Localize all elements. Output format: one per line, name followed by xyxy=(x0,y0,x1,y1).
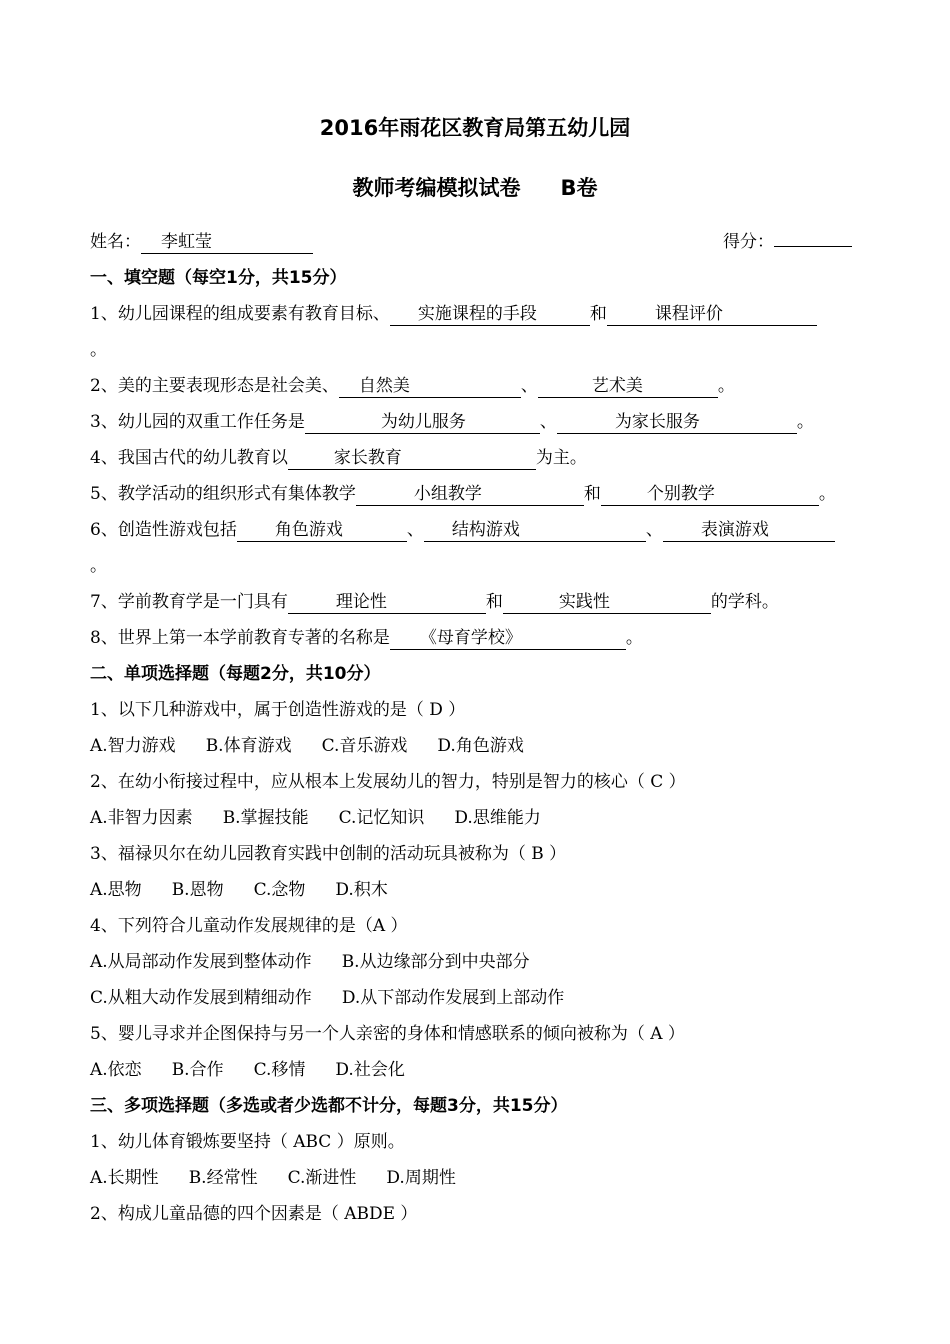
choice-q3-options xyxy=(90,878,418,902)
choice-q5-option-d[interactable]: D.社会化 xyxy=(335,1060,405,1080)
choice-q4-option-a[interactable]: A.从局部动作发展到整体动作 xyxy=(90,952,312,972)
fill-q5-blank2[interactable] xyxy=(601,484,819,506)
fill-q7-joiner: 和 xyxy=(485,592,503,612)
choice-q4-options-row1 xyxy=(90,950,560,974)
choice-q4-options-row2 xyxy=(90,986,594,1010)
choice-q2-option-a[interactable]: A.非智力因素 xyxy=(90,808,193,828)
fill-q5-joiner: 和 xyxy=(583,484,601,504)
fill-q8-answer1: 《母育学校》 xyxy=(419,628,522,648)
fill-q1-answer1: 实施课程的手段 xyxy=(417,304,537,324)
fill-q4-answer1: 家长教育 xyxy=(333,448,402,468)
fill-q1-text: 1、幼儿园课程的组成要素有教育目标、 xyxy=(90,304,390,324)
name-row xyxy=(90,230,313,254)
multi-q2-stem: 2、构成儿童品德的四个因素是（ ABDE ） xyxy=(90,1204,418,1224)
choice-q2-option-b[interactable]: B.掌握技能 xyxy=(222,808,309,828)
fill-q6-blank3[interactable] xyxy=(663,520,835,542)
choice-q1-stem: 1、以下几种游戏中，属于创造性游戏的是（ D ） xyxy=(90,700,466,720)
multi-q1-option-a[interactable]: A.长期性 xyxy=(90,1168,159,1188)
section2-heading: 二、单项选择题（每题2分，共10分） xyxy=(90,664,381,684)
choice-q2-options xyxy=(90,806,571,830)
fill-q6-blank2[interactable] xyxy=(424,520,646,542)
fill-q1-answer2: 课程评价 xyxy=(654,304,723,324)
fill-q1-joiner: 和 xyxy=(589,304,607,324)
fill-q7-answer2: 实践性 xyxy=(558,592,610,612)
fill-q7-text: 7、学前教育学是一门具有 xyxy=(90,592,288,612)
fill-q7-answer1: 理论性 xyxy=(335,592,387,612)
score-field[interactable] xyxy=(774,246,852,247)
fill-q2-text: 2、美的主要表现形态是社会美、 xyxy=(90,376,339,396)
choice-q3-option-c[interactable]: C.念物 xyxy=(253,880,306,900)
choice-q1-option-a[interactable]: A.智力游戏 xyxy=(90,736,176,756)
fill-q8-blank1[interactable] xyxy=(390,628,626,650)
choice-q4-stem: 4、下列符合儿童动作发展规律的是（A ） xyxy=(90,916,408,936)
fill-q6 xyxy=(90,518,835,542)
fill-q6-answer2: 结构游戏 xyxy=(451,520,520,540)
fill-q1-blank2[interactable] xyxy=(607,304,817,326)
fill-q5 xyxy=(90,482,836,506)
fill-q5-answer2: 个别教学 xyxy=(646,484,715,504)
fill-q5-answer1: 小组教学 xyxy=(413,484,482,504)
exam-title-line2 xyxy=(0,174,950,202)
section1-heading: 一、填空题（每空1分，共15分） xyxy=(90,268,347,288)
fill-q4-text: 4、我国古代的幼儿教育以 xyxy=(90,448,288,468)
choice-q1-option-c[interactable]: C.音乐游戏 xyxy=(321,736,408,756)
exam-title-main: 教师考编模拟试卷 xyxy=(352,176,521,200)
fill-q5-blank1[interactable] xyxy=(356,484,584,506)
fill-q7-end: 的学科。 xyxy=(710,592,779,612)
choice-q5-stem: 5、婴儿寻求并企图保持与另一个人亲密的身体和情感联系的倾向被称为（ A ） xyxy=(90,1024,685,1044)
fill-q4-blank1[interactable] xyxy=(288,448,536,470)
name-value: 李虹莹 xyxy=(161,232,212,252)
choice-q1-option-d[interactable]: D.角色游戏 xyxy=(437,736,524,756)
score-row xyxy=(723,230,852,254)
name-label: 姓名： xyxy=(90,232,141,252)
multi-q1-option-b[interactable]: B.经常性 xyxy=(188,1168,258,1188)
fill-q8 xyxy=(90,626,643,650)
name-field[interactable] xyxy=(141,232,313,254)
section3-heading: 三、多项选择题（多选或者少选都不计分，每题3分，共15分） xyxy=(90,1096,568,1116)
exam-title-line1: 2016年雨花区教育局第五幼儿园 xyxy=(319,116,631,140)
fill-q2-blank1[interactable] xyxy=(339,376,521,398)
choice-q5-option-a[interactable]: A.依恋 xyxy=(90,1060,142,1080)
fill-q6-blank1[interactable] xyxy=(237,520,407,542)
fill-q4-end: 为主。 xyxy=(535,448,587,468)
choice-q1-option-b[interactable]: B.体育游戏 xyxy=(205,736,292,756)
fill-q8-end: 。 xyxy=(625,628,643,648)
multi-q1-options xyxy=(90,1166,486,1190)
choice-q1-options xyxy=(90,734,554,758)
fill-q7-blank1[interactable] xyxy=(288,592,486,614)
fill-q1-blank1[interactable] xyxy=(390,304,590,326)
choice-q5-option-c[interactable]: C.移情 xyxy=(253,1060,306,1080)
fill-q5-end: 。 xyxy=(818,484,836,504)
fill-q5-text: 5、教学活动的组织形式有集体教学 xyxy=(90,484,356,504)
choice-q3-stem: 3、福禄贝尔在幼儿园教育实践中创制的活动玩具被称为（ B ） xyxy=(90,844,567,864)
choice-q5-options xyxy=(90,1058,435,1082)
fill-q3 xyxy=(90,410,814,434)
fill-q1-end: 。 xyxy=(90,340,107,360)
fill-q3-joiner: 、 xyxy=(539,412,557,432)
fill-q3-blank1[interactable] xyxy=(305,412,540,434)
fill-q3-answer1: 为幼儿服务 xyxy=(380,412,466,432)
fill-q6-text: 6、创造性游戏包括 xyxy=(90,520,237,540)
choice-q4-option-c[interactable]: C.从粗大动作发展到精细动作 xyxy=(90,988,312,1008)
score-label: 得分： xyxy=(723,232,774,252)
fill-q3-end: 。 xyxy=(796,412,814,432)
fill-q2-blank2[interactable] xyxy=(538,376,718,398)
multi-q1-option-d[interactable]: D.周期性 xyxy=(386,1168,456,1188)
choice-q2-stem: 2、在幼小衔接过程中，应从根本上发展幼儿的智力，特别是智力的核心（ C ） xyxy=(90,772,686,792)
fill-q2-joiner: 、 xyxy=(520,376,538,396)
multi-q1-stem: 1、幼儿体育锻炼要坚持（ ABC ）原则。 xyxy=(90,1132,405,1152)
fill-q3-text: 3、幼儿园的双重工作任务是 xyxy=(90,412,305,432)
exam-title-version: B卷 xyxy=(560,176,598,200)
choice-q2-option-c[interactable]: C.记忆知识 xyxy=(338,808,425,828)
choice-q4-option-b[interactable]: B.从边缘部分到中央部分 xyxy=(341,952,530,972)
fill-q6-joiner1: 、 xyxy=(406,520,424,540)
fill-q6-end: 。 xyxy=(90,556,107,576)
fill-q3-answer2: 为家长服务 xyxy=(614,412,700,432)
fill-q2-end: 。 xyxy=(717,376,735,396)
choice-q5-option-b[interactable]: B.合作 xyxy=(171,1060,224,1080)
multi-q1-option-c[interactable]: C.渐进性 xyxy=(287,1168,357,1188)
fill-q6-answer3: 表演游戏 xyxy=(700,520,769,540)
fill-q7-blank2[interactable] xyxy=(503,592,711,614)
fill-q7 xyxy=(90,590,779,614)
fill-q6-joiner2: 、 xyxy=(645,520,663,540)
choice-q3-option-b[interactable]: B.恩物 xyxy=(171,880,224,900)
fill-q2-answer2: 艺术美 xyxy=(591,376,643,396)
choice-q2-option-d[interactable]: D.思维能力 xyxy=(454,808,541,828)
choice-q3-option-a[interactable]: A.思物 xyxy=(90,880,142,900)
fill-q3-blank2[interactable] xyxy=(557,412,797,434)
fill-q8-text: 8、世界上第一本学前教育专著的名称是 xyxy=(90,628,390,648)
choice-q4-option-d[interactable]: D.从下部动作发展到上部动作 xyxy=(341,988,565,1008)
fill-q2-answer1: 自然美 xyxy=(358,376,410,396)
fill-q6-answer1: 角色游戏 xyxy=(274,520,343,540)
fill-q2 xyxy=(90,374,735,398)
choice-q3-option-d[interactable]: D.积木 xyxy=(335,880,388,900)
fill-q4 xyxy=(90,446,587,470)
fill-q1 xyxy=(90,302,817,326)
